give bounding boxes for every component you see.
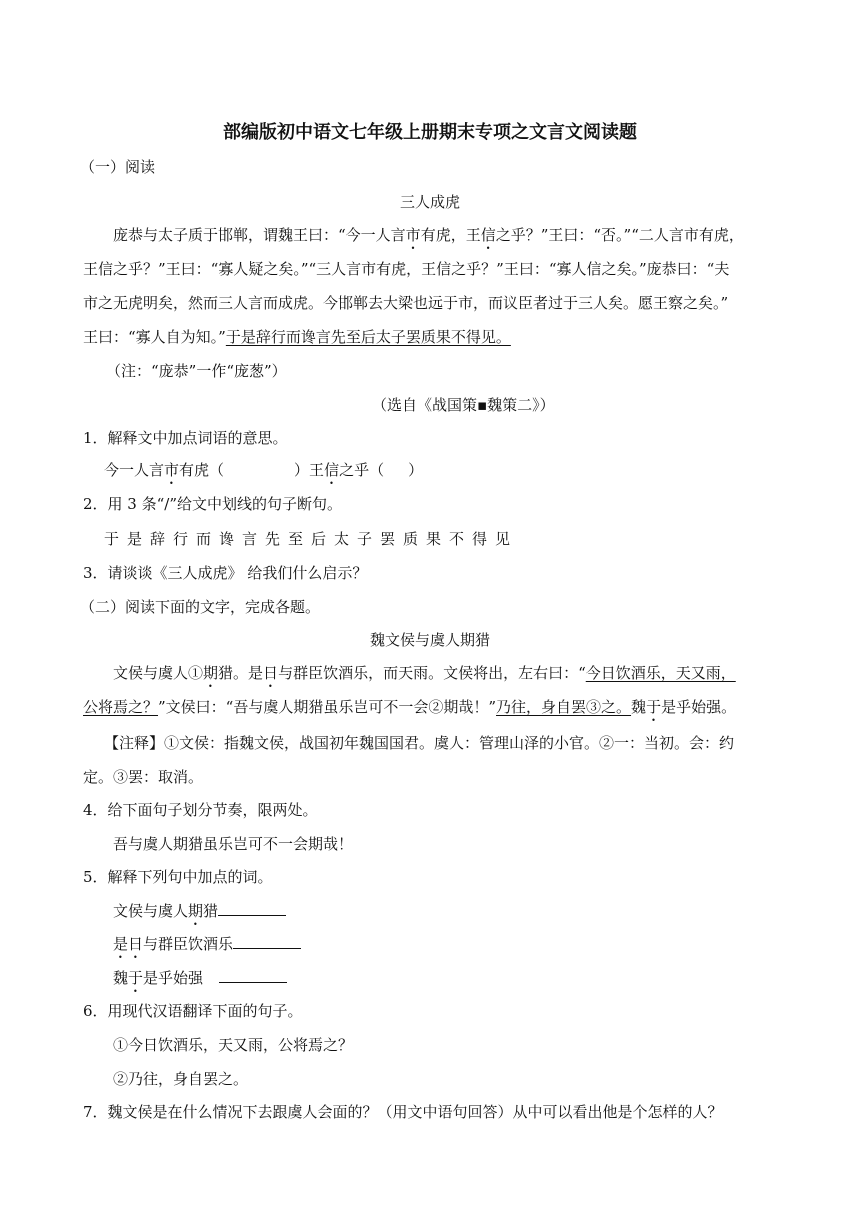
dotted-word: 信: [324, 461, 340, 479]
question-4: 4．给下面句子划分节奏，限两处。: [83, 801, 318, 819]
dotted-word: 日: [263, 664, 279, 682]
question-5: 5．解释下列句中加点的词。: [83, 868, 273, 886]
question-6-sentence-1: ①今日饮酒乐，天又雨，公将焉之？: [113, 1036, 354, 1054]
passage-1-note: （注：“庞恭”一作“庞葱”）: [106, 362, 287, 380]
question-4-sentence: 吾与虞人期猎虽乐岂可不一会期哉！: [113, 835, 354, 853]
dotted-word: 于: [128, 969, 144, 987]
underlined-sentence: 乃往，身自罢③之。: [496, 698, 632, 716]
passage-2-line-1: 文侯与虞人①期猎。是日与群臣饮酒乐，而天雨。文侯将出，左右曰：“今日饮酒乐，天又雨，: [113, 664, 736, 682]
question-6-sentence-2: ②乃往，身自罢之。: [113, 1070, 249, 1088]
section-1-heading: （一）阅读: [80, 158, 156, 176]
dotted-word: 期: [188, 902, 204, 920]
question-3: 3．请谈谈《三人成虎》 给我们什么启示？: [83, 564, 368, 582]
passage-2-notes-line-2: 定。③罢：取消。: [83, 768, 204, 786]
underlined-sentence: 公将焉之？: [83, 698, 159, 716]
answer-blank[interactable]: [233, 934, 301, 949]
dotted-word: 市: [405, 226, 421, 244]
answer-blank[interactable]: [218, 901, 286, 916]
passage-1-line-3: 市之无虎明矣，然而三人言而成虎。今邯郸去大梁也远于市，而议臣者过于三人矣。愿王察之矣。”: [83, 294, 729, 312]
question-2-sentence: 于是辞行而谗言先至后太子罢质果不得见: [104, 530, 519, 548]
passage-1-title: 三人成虎: [399, 193, 460, 211]
question-1-items: 今一人言市有虎（ ）王信之乎（ ）: [104, 461, 424, 479]
question-5-item-a: 文侯与虞人期猎: [113, 901, 286, 929]
section-2-heading: （二）阅读下面的文字，完成各题。: [80, 598, 321, 616]
passage-1-line-1: 庞恭与太子质于邯郸，谓魏王曰：“今一人言市有虎，王信之乎？”王曰：“否。”“二人言市有虎，: [113, 226, 744, 244]
question-1: 1．解释文中加点词语的意思。: [83, 429, 288, 447]
question-2: 2．用 3 条“/”给文中划线的句子断句。: [83, 495, 343, 513]
underlined-sentence: 今日饮酒乐，天又雨，: [585, 664, 736, 682]
passage-2-notes-line-1: 【注释】①文侯：指魏文侯，战国初年魏国国君。虞人：管理山泽的小官。②一：当初。会：约: [104, 734, 735, 752]
dotted-word: 日: [128, 935, 144, 953]
question-5-item-c: 魏于是乎始强: [113, 968, 287, 996]
page-title: 部编版初中语文七年级上册期末专项之文言文阅读题: [223, 122, 637, 143]
passage-2-title: 魏文侯与虞人期猎: [369, 631, 490, 649]
question-7: 7．魏文侯是在什么情况下去跟虞人会面的？（用文中语句回答）从中可以看出他是个怎样的人？: [83, 1103, 723, 1121]
question-5-item-b: 是日与群臣饮酒乐: [113, 934, 301, 962]
dotted-word: 于: [646, 698, 662, 716]
passage-1-line-4: 王曰：“寡人自为知。”于是辞行而谗言先至后太子罢质果不得见。: [83, 328, 511, 346]
dotted-word: 期: [203, 664, 219, 682]
question-6: 6．用现代汉语翻译下面的句子。: [83, 1002, 303, 1020]
passage-1-source: （选自《战国策▪魏策二》）: [372, 396, 555, 414]
dotted-word: 市: [164, 461, 180, 479]
passage-2-line-2: 公将焉之？”文侯曰：“吾与虞人期猎虽乐岂可不一会②期哉！”乃往，身自罢③之。魏于是乎始强。: [83, 698, 737, 716]
dotted-word: 是: [113, 935, 129, 953]
underlined-sentence: 于是辞行而谗言先至后太子罢质果不得见。: [225, 328, 511, 346]
answer-blank[interactable]: [219, 968, 287, 983]
passage-1-line-2: 王信之乎？”王曰：“寡人疑之矣。”“三人言市有虎，王信之乎？”王曰：“寡人信之矣。”庞恭曰：“夫: [83, 260, 730, 278]
dotted-word: 信: [480, 226, 496, 244]
